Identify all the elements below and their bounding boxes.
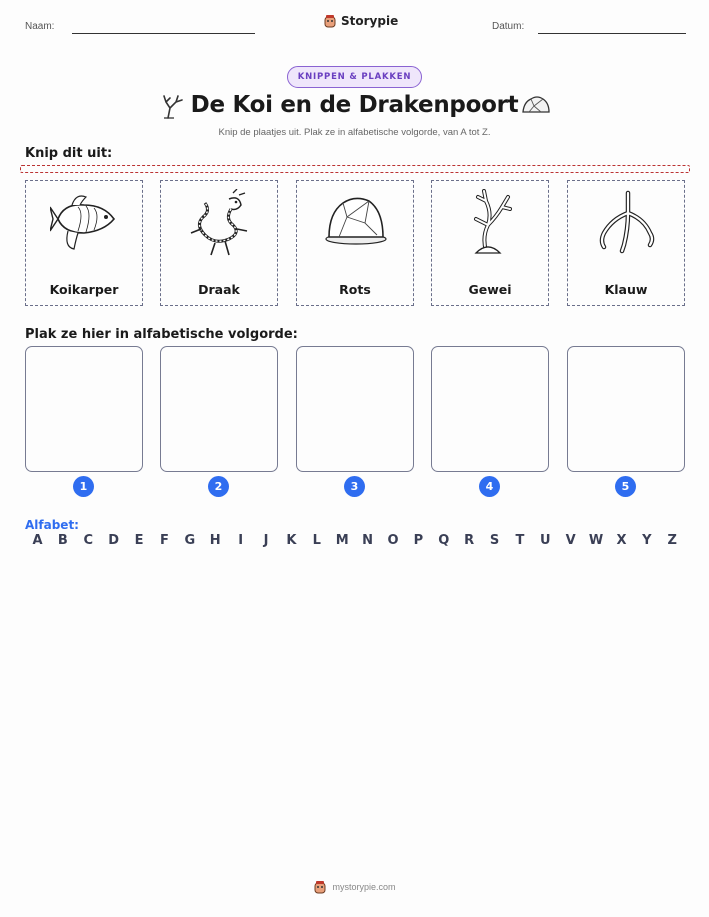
antler-icon [456, 189, 526, 259]
koi-fish-icon [50, 189, 120, 259]
brand-name: Storypie [341, 14, 399, 28]
paste-heading: Plak ze hier in alfabetische volgorde: [25, 327, 298, 342]
alphabet-letter: E [134, 533, 144, 548]
name-label: Naam: [25, 21, 55, 32]
activity-badge: KNIPPEN & PLAKKEN [287, 66, 422, 88]
paste-box-3[interactable] [296, 346, 414, 472]
cut-card-gewei[interactable] [431, 180, 549, 306]
cut-card-label: Gewei [468, 282, 512, 297]
rock-decoration-icon [521, 94, 551, 116]
cut-card-label: Rots [339, 282, 371, 297]
alphabet-letter: A [32, 533, 43, 548]
cut-line[interactable] [20, 165, 690, 173]
paste-box-4[interactable] [431, 346, 549, 472]
alphabet-letter: F [160, 533, 169, 548]
cut-card-label: Draak [198, 282, 240, 297]
alphabet-heading: Alfabet: [25, 518, 79, 532]
footer-url[interactable]: mystorypie.com [332, 882, 396, 892]
cut-card-klauw[interactable] [567, 180, 685, 306]
cut-card-draak[interactable] [160, 180, 278, 306]
number-badge-4: 4 [479, 476, 500, 497]
alphabet-letter: V [565, 533, 576, 548]
claw-icon [592, 189, 662, 259]
page-title: De Koi en de Drakenpoort [190, 92, 519, 118]
number-badge-5: 5 [615, 476, 636, 497]
cut-card-rots[interactable] [296, 180, 414, 306]
alphabet-letter: G [184, 533, 196, 548]
alphabet-letter: S [489, 533, 500, 548]
alphabet-letter: M [335, 533, 349, 548]
alphabet-row [25, 533, 685, 548]
number-badge-2: 2 [208, 476, 229, 497]
date-label: Datum: [492, 21, 525, 32]
alphabet-letter: N [362, 533, 374, 548]
rock-icon [321, 189, 391, 259]
alphabet-letter: O [387, 533, 399, 548]
alphabet-letter: Y [642, 533, 652, 548]
alphabet-letter: D [108, 533, 120, 548]
alphabet-letter: H [209, 533, 221, 548]
cut-card-label: Koikarper [49, 282, 119, 297]
instructions: Knip de plaatjes uit. Plak ze in alfabetische volgorde, van A tot Z. [218, 127, 491, 138]
alphabet-letter: K [286, 533, 297, 548]
alphabet-letter: I [238, 533, 244, 548]
alphabet-letter: W [588, 533, 604, 548]
cut-card-koikarper[interactable] [25, 180, 143, 306]
mascot-icon [323, 14, 337, 28]
number-badge-3: 3 [344, 476, 365, 497]
alphabet-letter: J [263, 533, 269, 548]
brand-logo [323, 14, 398, 28]
alphabet-letter: U [540, 533, 551, 548]
footer [0, 880, 709, 894]
paste-box-1[interactable] [25, 346, 143, 472]
name-line[interactable] [72, 33, 255, 34]
alphabet-letter: X [616, 533, 627, 548]
alphabet-letter: B [57, 533, 68, 548]
alphabet-letter: R [464, 533, 475, 548]
cut-heading: Knip dit uit: [25, 146, 113, 161]
mascot-icon [313, 880, 327, 894]
dragon-icon [185, 189, 255, 259]
alphabet-letter: T [515, 533, 525, 548]
alphabet-letter: Z [667, 533, 677, 548]
alphabet-letter: Q [438, 533, 450, 548]
paste-box-2[interactable] [160, 346, 278, 472]
date-line[interactable] [538, 33, 686, 34]
alphabet-letter: L [312, 533, 321, 548]
paste-box-5[interactable] [567, 346, 685, 472]
alphabet-letter: P [413, 533, 424, 548]
cut-card-label: Klauw [604, 282, 648, 297]
number-badge-1: 1 [73, 476, 94, 497]
alphabet-letter: C [83, 533, 94, 548]
